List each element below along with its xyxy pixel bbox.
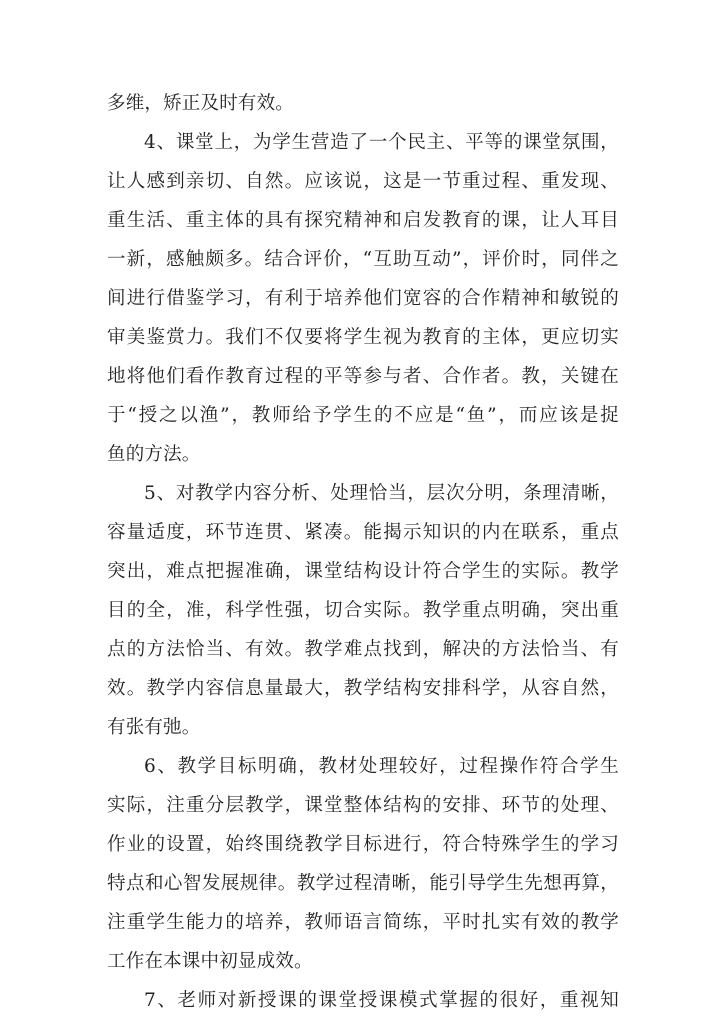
text-line: 效。教学内容信息量最大，教学结构安排科学，从容自然，	[107, 678, 619, 699]
text-line: 突出，难点把握准确，课堂结构设计符合学生的实际。教学	[107, 561, 619, 582]
text-line: 多维，矫正及时有效。	[107, 93, 295, 114]
paragraph-7-start: 7、老师对新授课的课堂授课模式掌握的很好，重视知	[144, 990, 619, 1011]
text-line: 容量适度，环节连贯、紧凑。能揭示知识的内在联系，重点	[107, 522, 619, 543]
text-line: 注重学生能力的培养，教师语言简练，平时扎实有效的教学	[107, 912, 619, 933]
text-line: 审美鉴赏力。我们不仅要将学生视为教育的主体，更应切实	[107, 327, 619, 348]
text-line: 实际，注重分层教学，课堂整体结构的安排、环节的处理、	[107, 795, 619, 816]
text-line: 于“授之以渔”，教师给予学生的不应是“鱼”，而应该是捉	[107, 405, 619, 426]
paragraph-5-start: 5、对教学内容分析、处理恰当，层次分明，条理清晰，	[144, 483, 619, 504]
text-line: 让人感到亲切、自然。应该说，这是一节重过程、重发现、	[107, 171, 619, 192]
text-line: 重生活、重主体的具有探究精神和启发教育的课，让人耳目	[107, 210, 619, 231]
text-line: 一新，感触颇多。结合评价，“互助互动”，评价时，同伴之	[107, 249, 619, 270]
text-line: 间进行借鉴学习，有利于培养他们宽容的合作精神和敏锐的	[107, 288, 619, 309]
text-line: 作业的设置，始终围绕教学目标进行，符合特殊学生的学习	[107, 834, 619, 855]
text-line: 地将他们看作教育过程的平等参与者、合作者。教，关键在	[107, 366, 619, 387]
text-line: 点的方法恰当、有效。教学难点找到，解决的方法恰当、有	[107, 639, 619, 660]
text-line: 特点和心智发展规律。教学过程清晰，能引导学生先想再算，	[107, 873, 619, 894]
text-line: 鱼的方法。	[107, 444, 201, 465]
paragraph-4-start: 4、课堂上，为学生营造了一个民主、平等的课堂氛围，	[144, 132, 619, 153]
text-line: 目的全，准，科学性强，切合实际。教学重点明确，突出重	[107, 600, 619, 621]
text-line: 有张有弛。	[107, 717, 201, 738]
paragraph-6-start: 6、教学目标明确，教材处理较好，过程操作符合学生	[144, 756, 619, 777]
text-line: 工作在本课中初显成效。	[107, 951, 313, 972]
document-page	[107, 84, 619, 1020]
